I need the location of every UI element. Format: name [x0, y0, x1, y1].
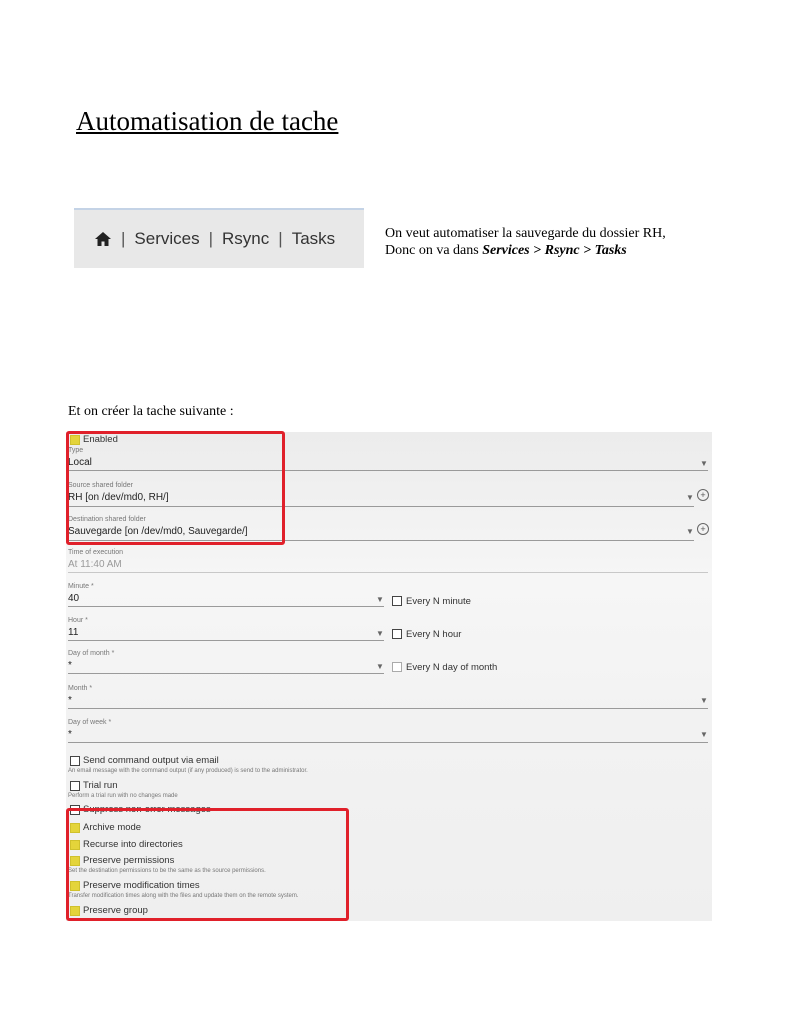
minute-value: 40 — [68, 593, 80, 604]
trial-run-checkbox[interactable] — [70, 781, 80, 791]
send-email-label: Send command output via email — [83, 755, 219, 766]
hour-dropdown-icon[interactable]: ▼ — [376, 629, 384, 638]
hour-label: Hour * — [68, 617, 88, 624]
source-value: RH [on /dev/md0, RH/] — [68, 492, 169, 503]
hour-select[interactable] — [68, 617, 88, 638]
breadcrumb-separator: | — [121, 229, 126, 248]
intro-path: Services > Rsync > Tasks — [482, 243, 627, 258]
suppress-label: Suppress non-error messages — [83, 804, 211, 815]
type-dropdown-icon[interactable]: ▼ — [700, 459, 708, 468]
day-of-month-select[interactable] — [68, 650, 114, 671]
month-value: * — [68, 695, 72, 706]
breadcrumb-separator: | — [208, 229, 214, 248]
type-value: Local — [68, 457, 92, 468]
minute-label: Minute * — [68, 583, 94, 590]
time-label: Time of execution — [68, 549, 123, 556]
send-email-hint: An email message with the command output (if any produced) is send to the administrator. — [68, 768, 308, 774]
day-of-month-value: * — [68, 660, 72, 671]
day-of-month-label: Day of month * — [68, 650, 115, 657]
preserve-permissions-hint: Set the destination permissions to be the same as the source permissions. — [68, 868, 266, 874]
time-of-execution — [68, 549, 123, 570]
breadcrumb-item-rsync[interactable]: Rsync — [222, 229, 270, 248]
highlight-box-folders — [66, 431, 285, 545]
minute-dropdown-icon[interactable]: ▼ — [376, 595, 384, 604]
day-of-week-value: * — [68, 729, 72, 740]
month-select[interactable] — [68, 685, 92, 706]
enabled-label: Enabled — [83, 434, 118, 445]
destination-dropdown-icon[interactable]: ▼ — [686, 527, 694, 536]
day-of-week-label: Day of week * — [68, 719, 112, 726]
breadcrumb-item-services[interactable]: Services — [134, 229, 200, 248]
trial-run-hint: Perform a trial run with no changes made — [68, 793, 178, 799]
add-destination-icon[interactable]: + — [697, 523, 709, 535]
highlight-box-options — [66, 808, 349, 921]
home-icon[interactable] — [94, 231, 112, 247]
minute-select[interactable] — [68, 583, 94, 604]
source-dropdown-icon[interactable]: ▼ — [686, 493, 694, 502]
month-dropdown-icon[interactable]: ▼ — [700, 696, 708, 705]
destination-value: Sauvegarde [on /dev/md0, Sauvegarde/] — [68, 526, 248, 537]
intro-line-2-prefix: Donc on va dans — [385, 243, 483, 258]
every-n-minute-checkbox[interactable] — [392, 596, 402, 606]
source-label: Source shared folder — [68, 482, 133, 489]
section-subtitle: Et on créer la tache suivante : — [68, 404, 234, 419]
breadcrumb — [74, 208, 364, 268]
preserve-mtimes-label: Preserve modification times — [83, 880, 200, 891]
breadcrumb-item-tasks[interactable]: Tasks — [291, 229, 336, 248]
every-n-hour-label: Every N hour — [406, 629, 462, 640]
every-n-day-of-month-checkbox[interactable] — [392, 662, 402, 672]
day-of-week-select[interactable] — [68, 719, 111, 740]
intro-paragraph — [385, 225, 666, 259]
preserve-permissions-label: Preserve permissions — [83, 855, 175, 866]
every-n-hour-checkbox[interactable] — [392, 629, 402, 639]
hour-value: 11 — [68, 627, 79, 638]
recurse-label: Recurse into directories — [83, 839, 183, 850]
archive-mode-label: Archive mode — [83, 822, 142, 833]
preserve-mtimes-hint: Transfer modification times along with the files and update them on the remote system. — [68, 893, 299, 899]
add-source-icon[interactable]: + — [697, 489, 709, 501]
breadcrumb-separator: | — [278, 229, 283, 248]
preserve-group-label: Preserve group — [83, 905, 148, 916]
intro-line-1: On veut automatiser la sauvegarde du dossier RH, — [385, 226, 666, 241]
every-n-minute-label: Every N minute — [406, 596, 471, 607]
destination-label: Destination shared folder — [68, 516, 146, 523]
trial-run-label: Trial run — [83, 780, 118, 791]
page-title: Automatisation de tache — [76, 106, 339, 136]
time-value: At 11:40 AM — [68, 559, 122, 570]
type-label: Type — [68, 447, 84, 454]
every-n-day-of-month-label: Every N day of month — [406, 662, 498, 673]
send-email-checkbox[interactable] — [70, 756, 80, 766]
day-of-month-dropdown-icon[interactable]: ▼ — [376, 662, 384, 671]
month-label: Month * — [68, 685, 93, 692]
day-of-week-dropdown-icon[interactable]: ▼ — [700, 730, 708, 739]
